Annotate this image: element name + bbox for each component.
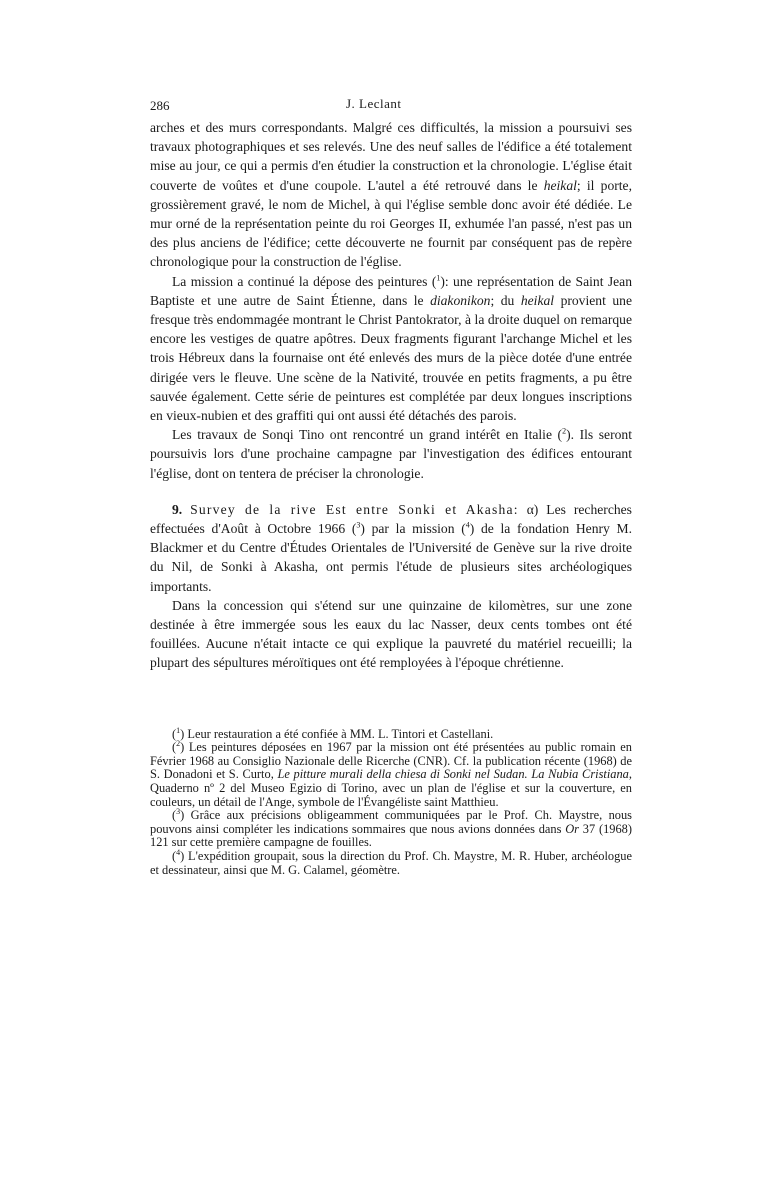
footnote-ref: 4 — [465, 520, 470, 530]
italic-term: heikal — [520, 292, 555, 308]
page-number: 286 — [150, 98, 170, 113]
paragraph-2: La mission a continué la dépose des peintures ($^1$): une représentation de Saint Jean Baptiste et une autre de Saint Étienne, dans le diakonikon; du heikal provient une fresque très endommagée montrant le Christ Pantokrator, à la droite duquel on remarque encore les vestiges de quatre apôtres. Deux fragments figurant l'archange Michel et les trois Hébreux dans la fournaise ont été enlevés des murs de la pièce dotée d'une entrée dirigée vers le fleuve. Une scène de la Nativité, trouvée en petits fragments, a pu être sauvée également. Cette série de peintures est complétée par deux longues inscriptions en vieux-nubien et des graffiti qui ont aussi été détachés des parois. — [150, 273, 632, 424]
footnote-1: ($^1$) Leur restauration a été confiée à MM. L. Tintori et Castellani. — [172, 725, 494, 741]
paragraph-4: 9. Survey de la rive Est entre Sonki et Akasha: α) Les recherches effectuées d'Août à Octobre 1966 ($^3$) par la mission ($^4$) de la fondation Henry M. Blackmer et du Centre d'Études Orientales de l'Université de Genève sur la rive droite du Nil, de Sonki à Akasha, ont permis l'étude de plusieurs sites archéologiques importants. — [150, 501, 633, 594]
page — [150, 96, 632, 877]
italic-term: diakonikon — [430, 292, 491, 308]
footnote-ref: 2 — [562, 426, 567, 436]
footnote-3: ($^3$) Grâce aux précisions obligeamment communiquées par le Prof. Ch. Maystre, nous pouvons ainsi compléter les indications sommaires que nous avions données dans Or 37 (1968) 121 sur cette première campagne de fouilles. — [150, 807, 632, 850]
footnote-ref: 1 — [436, 273, 441, 283]
running-head: J. Leclant — [346, 96, 402, 111]
paragraph-5: Dans la concession qui s'étend sur une quinzaine de kilomètres, sur une zone destinée à être immergée sous les eaux du lac Nasser, deux cents tombes ont été fouillées. Aucune n'était intacte ce qui explique la pauvreté du matériel recueilli; la plupart des sépultures méroïtiques ont été remployées à l'époque chrétienne. — [150, 597, 632, 671]
page-header — [150, 96, 632, 118]
section-title: Survey de la rive Est entre Sonki et Akasha: — [190, 501, 519, 517]
paragraph-3: Les travaux de Sonqi Tino ont rencontré un grand intérêt en Italie ($^2$). Ils seront poursuivis lors d'une prochaine campagne par l'investigation des édifices entourant l'église, dont on tentera de préciser la chronologie. — [150, 426, 632, 481]
footnote-2: ($^2$) Les peintures déposées en 1967 par la mission ont été présentées au public romain en Février 1968 au Consiglio Nazionale delle Ricerche (CNR). Cf. la publication récente (1968) de S. Donadoni et S. Curto, Le pitture murali della chiesa di Sonki nel Sudan. La Nubia Cristiana, Quaderno nº 2 del Museo Egizio di Torino, avec un plan de l'église et sur la couverture, en couleurs, un détail de l'Ange, symbole de l'Évangéliste saint Matthieu. — [150, 739, 632, 809]
footnote-4: ($^4$) L'expédition groupait, sous la direction du Prof. Ch. Maystre, M. R. Huber, archéologue et dessinateur, ainsi que M. G. Calamel, géomètre. — [150, 847, 632, 877]
footnote-ref: 3 — [356, 520, 361, 530]
footnotes — [150, 725, 632, 878]
italic-term: heikal — [543, 177, 577, 193]
section-number: 9. — [172, 501, 183, 517]
paragraph-1: arches et des murs correspondants. Malgré ces difficultés, la mission a poursuivi ses travaux photographiques et ses relevés. Une des neuf salles de l'édifice a été totalement mise au jour, ce qui a permis d'en étudier la construction et la chronologie. L'église était couverte de voûtes et d'une coupole. L'autel a été retrouvé dans le heikal; il porte, grossièrement gravé, le nom de Michel, à qui l'église semble donc avoir été dédiée. Le mur orné de la représentation peinte du roi Georges II, exhumée l'an passé, n'est pas un des plus anciens de l'édifice; cette découverte ne fournit par conséquent pas de repère chronologique pour la construction de l'église. — [150, 120, 632, 270]
main-text — [150, 118, 632, 673]
